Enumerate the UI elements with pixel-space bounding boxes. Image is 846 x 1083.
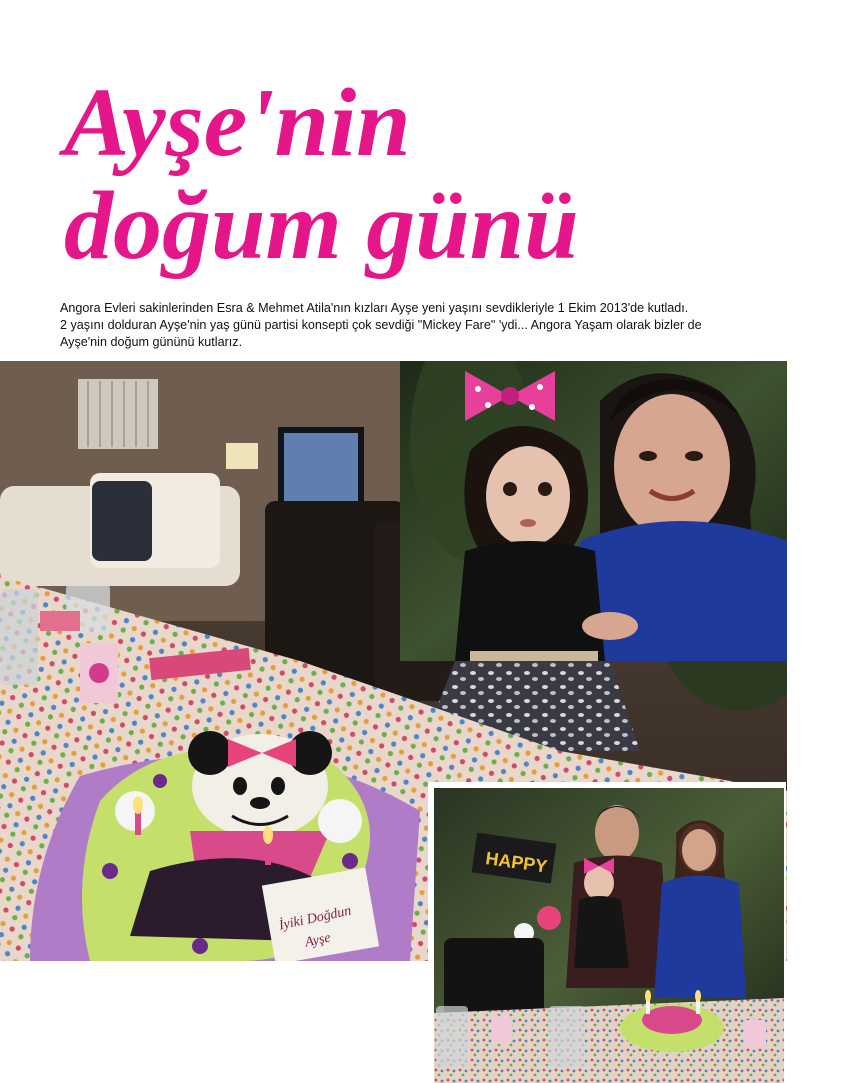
intro-line-2: 2 yaşını dolduran Ayşe'nin yaş günü partisi konsepti çok sevdiği "Mickey Fare" 'ydi... Angora Yaşam olarak bizler de [60,318,702,332]
family-inset-photo [434,788,784,1083]
family-inset-photo-drawing [434,788,784,1083]
intro-line-1: Angora Evleri sakinlerinden Esra & Mehmet Atila'nın kızları Ayşe yeni yaşını sevdikleriyle 1 Ekim 2013'de kutladı. [60,301,689,315]
article-title-line-2: doğum günü [64,172,579,280]
intro-line-3: Ayşe'nin doğum gününü kutlarız. [60,335,243,349]
cake-card-text-1: İyiki Doğdun [277,903,353,934]
article-title [64,69,824,280]
cake-card-text-2: Ayşe [303,930,332,951]
article-title-line-1: Ayşe'nin [64,69,411,177]
article-intro [60,300,788,351]
banner-text: HAPPY [484,848,549,877]
